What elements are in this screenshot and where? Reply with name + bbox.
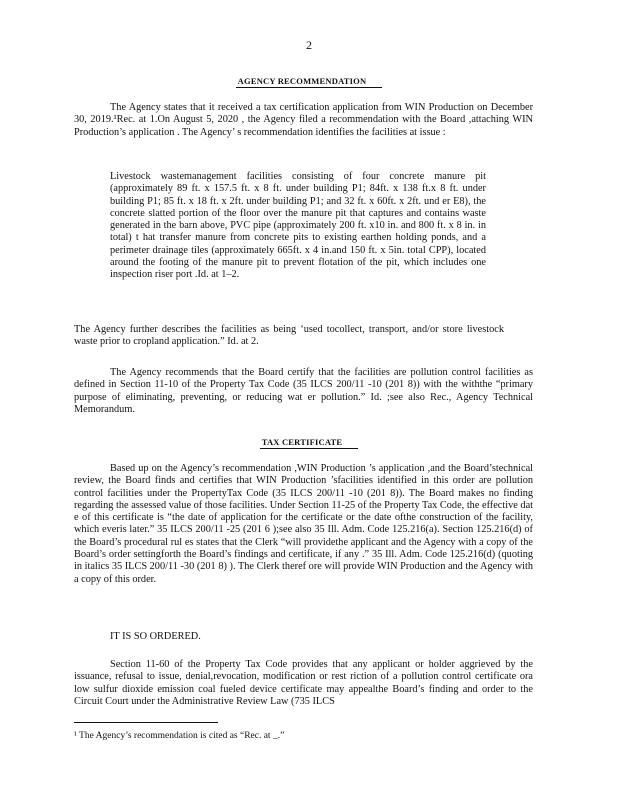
block-quote-facilities: Livestock wastemanagement facilities consisting of four concrete manure pit (approximately 89 ft. x 157.5 ft. x 8 ft. under building P1; 84ft. x 138 ft.x 8 ft. under building P1; 85 ft. x 18 ft. x 2ft. under building P1; and 32 ft. x 60ft. x 2ft. und er E8), the concrete slatted portion of the floor over the manure pit that captures and contains waste generated in the barn above, PVC pipe (approximately 200 ft. x10 in. and 800 ft. x 8 in. in total) t hat transfer manure from concrete pits to existing earthen holding ponds, and a perimeter drainage tiles (approximately 665ft. x 4 in.and 150 ft. x 5in. total CPP), located around the footing of the manure pit to prevent flotation of the pit, which includes one inspection riser port .Id. at 1–2. <box>110 171 486 281</box>
ordered-statement: IT IS SO ORDERED. <box>110 631 201 642</box>
paragraph-agency-recommends: The Agency recommends that the Board certify that the facilities are pollution control facilities as defined in Section 11-10 of the Property Tax Code (35 ILCS 200/11 -10 (201 8)) with the withthe “primary purpose of eliminating, preventing, or reducing wat er pollution.” Id. ;see also Rec., Agency Technical Memorandum. <box>74 367 533 415</box>
footnote-divider <box>74 722 218 723</box>
section-heading-tax-certificate: TAX CERTIFICATE <box>0 437 618 449</box>
paragraph-section-11-60: Section 11-60 of the Property Tax Code provides that any applicant or holder aggrieved by the issuance, refusal to issue, denial,revocation, modification or rest riction of a pollution control certificate ora low sulfur dioxide emission coal fueled device certificate may appealthe Board’s finding and order to the Circuit Court under the Administrative Review Law (735 ILCS <box>74 659 533 707</box>
paragraph-agency-received: The Agency states that it received a tax certification application from WIN Production on December 30, 2019.¹Rec. at 1.On August 5, 2020 , the Agency filed a recommendation with the Board ,attaching WIN Production’s application . The Agency’ s recommendation identifies the facilities at issue : <box>74 102 533 138</box>
paragraph-agency-describes: The Agency further describes the facilities as being ‘used tocollect, transport, and/or store livestock waste prior to cropland application.” Id. at 2. <box>74 324 504 348</box>
page-number: 2 <box>306 38 312 52</box>
footnote-1: ¹ The Agency’s recommendation is cited as “Rec. at _.” <box>74 731 285 741</box>
section-heading-agency-recommendation: AGENCY RECOMMENDATION <box>0 76 618 88</box>
paragraph-board-certifies: Based up on the Agency’s recommendation ,WIN Production ’s application ,and the Board’stechnical review, the Board finds and certifies that WIN Production ’sfacilities identified in this order are pollution control facilities under the PropertyTax Code (35 ILCS 200/11 -10 (201 8)). The Board makes no finding regarding the assessed value of those facilities. Under Section 11-25 of the Property Tax Code, the effective dat e of this certificate is “the date of application for the certificate or the date ofthe construction of the facility, which everis later.” 35 ILCS 200/11 -25 (201 6 );see also 35 Ill. Adm. Code 125.216(a). Section 125.216(d) of the Board’s procedural rul es states that the Clerk “will providethe applicant and the Agency with a copy of the Board’s order settingforth the Board’s findings and certificate, if any .” 35 Ill. Adm. Code 125.216(d) (quoting in italics 35 ILCS 200/11 -30 (201 8) ). The Clerk theref ore will provide WIN Production and the Agency with a copy of this order. <box>74 463 533 585</box>
